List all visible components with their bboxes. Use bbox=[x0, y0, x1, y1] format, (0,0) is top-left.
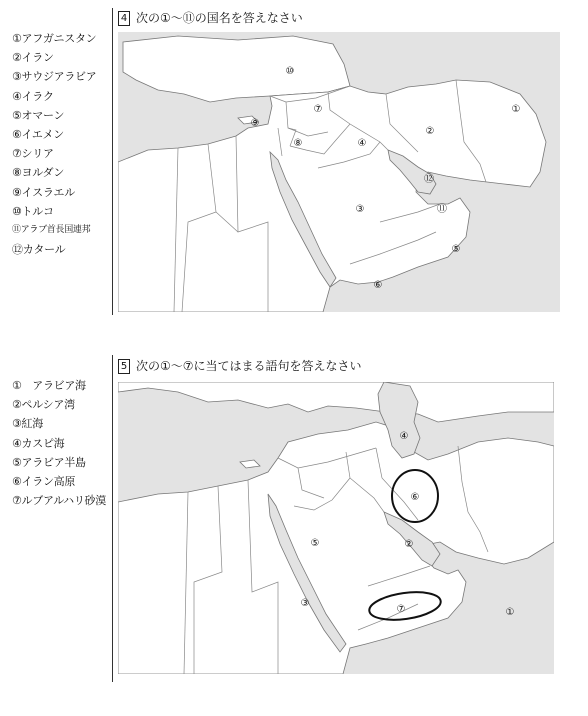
answer-item: ⑥イエメン bbox=[12, 127, 64, 141]
answer-item: ⑧ヨルダン bbox=[12, 166, 65, 180]
section4-title bbox=[118, 9, 303, 26]
answer-item: ③紅海 bbox=[12, 417, 43, 431]
answer-item: ④イラク bbox=[12, 89, 54, 103]
map-label-1: ① bbox=[505, 607, 515, 618]
map-label-4: ④ bbox=[399, 431, 409, 442]
section5-number: 5 bbox=[118, 359, 130, 374]
answer-item: ④カスピ海 bbox=[12, 436, 65, 450]
map-label-2: ② bbox=[425, 126, 435, 137]
answer-item: ⑤オマーン bbox=[12, 108, 65, 122]
map-label-1: ① bbox=[511, 104, 521, 115]
answer-item: ⑦ルブアルハリ砂漠 bbox=[12, 494, 106, 508]
map-label-7: ⑦ bbox=[313, 104, 323, 115]
answer-item: ① アラビア海 bbox=[12, 379, 86, 392]
section4-answer-list bbox=[12, 29, 96, 259]
section4-number: 4 bbox=[118, 11, 130, 26]
map-label-11: ⑪ bbox=[437, 204, 447, 215]
answer-item: ⑦シリア bbox=[12, 147, 54, 161]
section5-answer-list bbox=[12, 376, 106, 510]
divider-line-section5 bbox=[112, 355, 113, 682]
section4-title-text: 次の①～⑪の国名を答えなさい bbox=[136, 11, 303, 25]
map-label-6: ⑥ bbox=[410, 492, 420, 503]
map-label-4: ④ bbox=[357, 138, 367, 149]
map-label-10: ⑩ bbox=[285, 66, 295, 77]
map-label-9: ⑨ bbox=[250, 118, 260, 129]
map-label-12: ⑫ bbox=[424, 174, 434, 185]
map-label-3: ③ bbox=[355, 204, 365, 215]
answer-item: ⑪アラブ首長国連邦 bbox=[12, 224, 91, 235]
middle-east-country-map bbox=[118, 32, 560, 312]
divider-line-section4 bbox=[112, 8, 113, 315]
section5-title-text: 次の①～⑦に当てはまる語句を答えなさい bbox=[136, 359, 362, 373]
map-label-6: ⑥ bbox=[373, 280, 383, 291]
map-label-5: ⑤ bbox=[451, 244, 461, 255]
map-label-3: ③ bbox=[300, 598, 310, 609]
middle-east-physical-map bbox=[118, 382, 554, 674]
answer-item: ⑤アラビア半島 bbox=[12, 455, 86, 469]
map-label-5: ⑤ bbox=[310, 538, 320, 549]
answer-item: ⑫カタール bbox=[12, 243, 66, 257]
map-label-8: ⑧ bbox=[293, 138, 303, 149]
answer-item: ②イラン bbox=[12, 51, 54, 65]
answer-item: ①アフガニスタン bbox=[12, 32, 97, 45]
answer-item: ⑥イラン高原 bbox=[12, 474, 76, 488]
answer-item: ⑨イスラエル bbox=[12, 185, 75, 199]
answer-item: ⑩トルコ bbox=[12, 204, 54, 218]
section5-title bbox=[118, 357, 362, 374]
map-label-2: ② bbox=[404, 539, 414, 550]
answer-item: ②ペルシア湾 bbox=[12, 398, 75, 412]
map-label-7: ⑦ bbox=[396, 604, 406, 615]
answer-item: ③サウジアラビア bbox=[12, 70, 97, 84]
